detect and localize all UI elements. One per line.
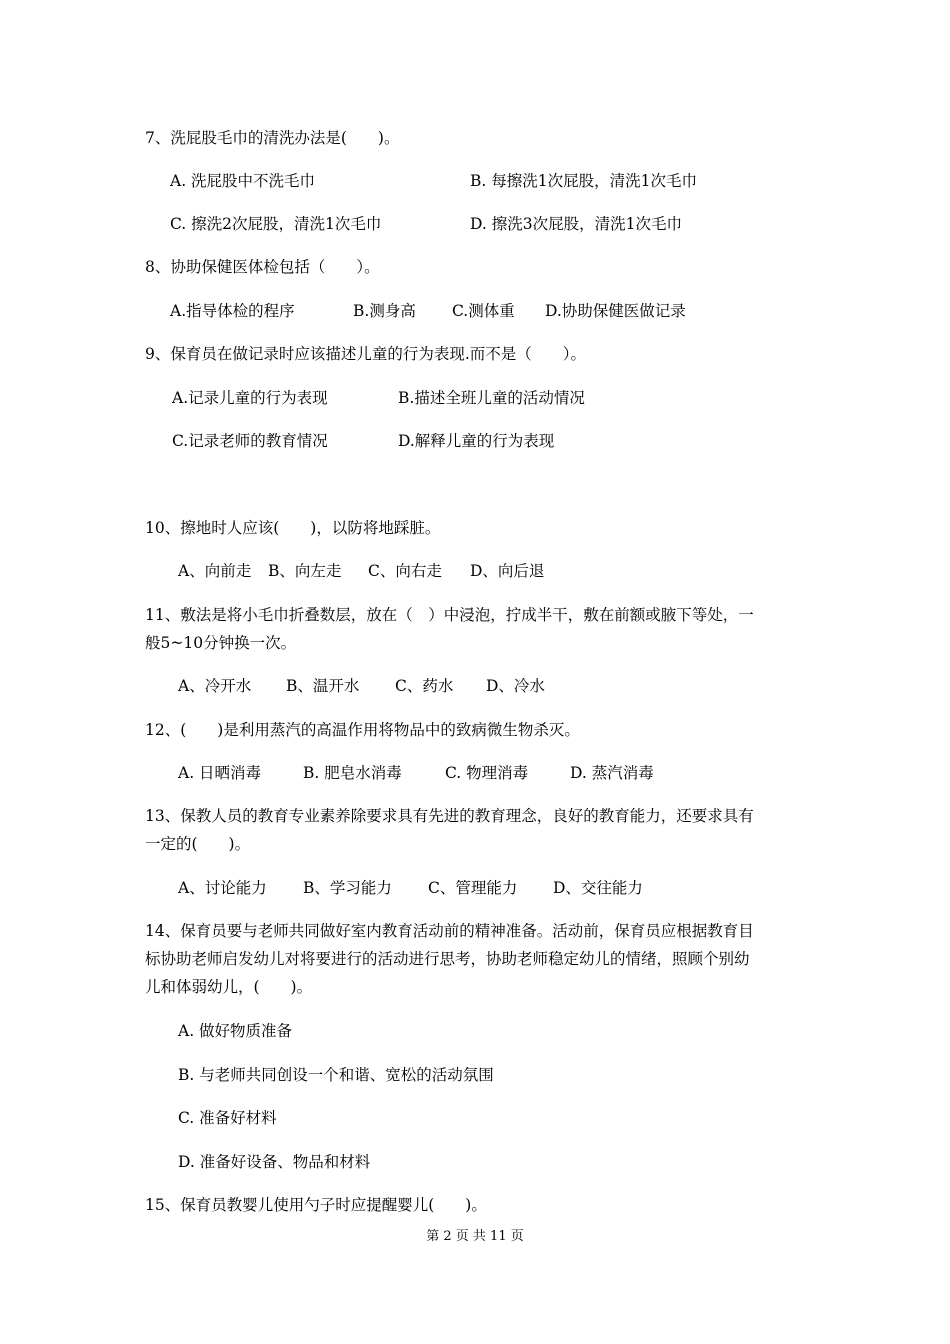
question-11-option-c: C、药水 bbox=[395, 677, 454, 695]
question-12-option-d: D. 蒸汽消毒 bbox=[570, 764, 654, 782]
question-8-option-d: D.协助保健医做记录 bbox=[545, 302, 686, 320]
question-10-option-a: A、向前走 bbox=[178, 562, 252, 580]
question-14-option-d: D. 准备好设备、物品和材料 bbox=[178, 1153, 371, 1171]
question-10-option-b: B、向左走 bbox=[268, 562, 342, 580]
question-11-option-a: A、冷开水 bbox=[178, 677, 252, 695]
question-11-option-b: B、温开水 bbox=[286, 677, 360, 695]
question-7-stem: 7、洗屁股毛巾的清洗办法是( )。 bbox=[145, 129, 400, 147]
question-8-stem: 8、协助保健医体检包括（ ）。 bbox=[145, 258, 380, 276]
question-13-option-a: A、讨论能力 bbox=[178, 879, 267, 897]
question-11-option-d: D、冷水 bbox=[486, 677, 545, 695]
question-7-option-b: B. 每擦洗1次屁股，清洗1次毛巾 bbox=[470, 172, 697, 190]
question-9-option-c: C.记录老师的教育情况 bbox=[172, 432, 328, 450]
question-10-option-d: D、向后退 bbox=[470, 562, 545, 580]
question-12-option-c: C. 物理消毒 bbox=[445, 764, 529, 782]
question-14-stem-line-3: 儿和体弱幼儿，( )。 bbox=[145, 978, 313, 996]
question-12-option-a: A. 日晒消毒 bbox=[178, 764, 262, 782]
question-14-option-b: B. 与老师共同创设一个和谐、宽松的活动氛围 bbox=[178, 1066, 494, 1084]
question-13-stem-line-2: 一定的( )。 bbox=[145, 835, 251, 853]
question-9-option-d: D.解释儿童的行为表现 bbox=[398, 432, 555, 450]
question-7-option-a: A. 洗屁股中不洗毛巾 bbox=[170, 172, 316, 190]
page-number-footer: 第 2 页 共 11 页 bbox=[426, 1229, 524, 1244]
question-10-option-c: C、向右走 bbox=[368, 562, 442, 580]
question-13-option-c: C、管理能力 bbox=[428, 879, 518, 897]
question-9-option-b: B.描述全班儿童的活动情况 bbox=[398, 389, 585, 407]
question-7-option-c: C. 擦洗2次屁股，清洗1次毛巾 bbox=[170, 215, 382, 233]
question-14-option-a: A. 做好物质准备 bbox=[178, 1022, 293, 1040]
question-13-stem-line-1: 13、保教人员的教育专业素养除要求具有先进的教育理念，良好的教育能力，还要求具有 bbox=[145, 807, 754, 825]
question-9-option-a: A.记录儿童的行为表现 bbox=[172, 389, 328, 407]
question-12-option-b: B. 肥皂水消毒 bbox=[303, 764, 402, 782]
question-13-option-d: D、交往能力 bbox=[553, 879, 643, 897]
question-14-stem-line-2: 标协助老师启发幼儿对将要进行的活动进行思考，协助老师稳定幼儿的情绪，照顾个别幼 bbox=[145, 950, 750, 968]
question-8-option-b: B.测身高 bbox=[353, 302, 416, 320]
question-11-stem-line-2: 般5~10分钟换一次。 bbox=[145, 634, 297, 652]
question-13-option-b: B、学习能力 bbox=[303, 879, 392, 897]
question-10-stem: 10、擦地时人应该( )，以防将地踩脏。 bbox=[145, 519, 441, 537]
question-14-stem-line-1: 14、保育员要与老师共同做好室内教育活动前的精神准备。活动前，保育员应根据教育目 bbox=[145, 922, 754, 940]
question-8-option-a: A.指导体检的程序 bbox=[170, 302, 295, 320]
question-15-stem: 15、保育员教婴儿使用勺子时应提醒婴儿( )。 bbox=[145, 1196, 487, 1214]
question-14-option-c: C. 准备好材料 bbox=[178, 1109, 277, 1127]
question-11-stem-line-1: 11、敷法是将小毛巾折叠数层，放在（ ）中浸泡，拧成半干，敷在前额或腋下等处，一 bbox=[145, 606, 754, 624]
question-12-stem: 12、( )是利用蒸汽的高温作用将物品中的致病微生物杀灭。 bbox=[145, 721, 580, 739]
question-9-stem: 9、保育员在做记录时应该描述儿童的行为表现.而不是（ ）。 bbox=[145, 345, 587, 363]
question-8-option-c: C.测体重 bbox=[452, 302, 515, 320]
question-7-option-d: D. 擦洗3次屁股，清洗1次毛巾 bbox=[470, 215, 682, 233]
